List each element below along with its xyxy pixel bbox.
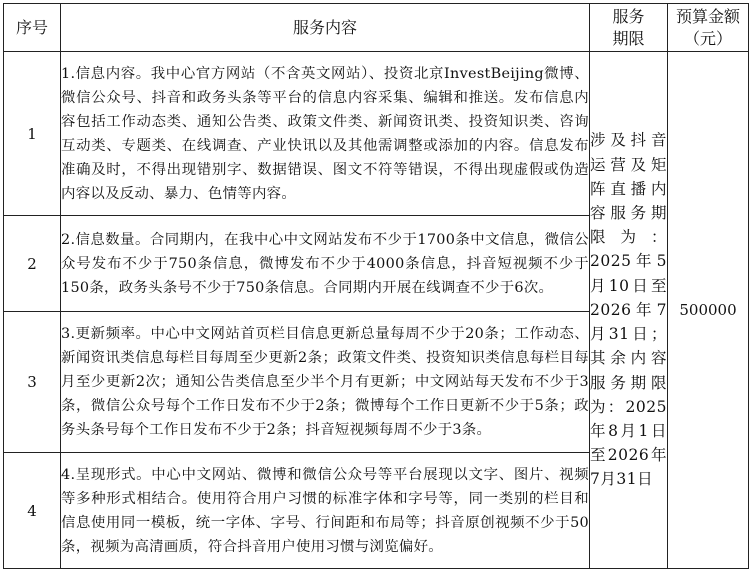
service-period: 涉及抖音运营及矩阵直播内容服务期限为：2025年5月10日至2026年7月31日；其余内容服务期限为：2025年8月1日至2026年7月31日: [590, 52, 668, 569]
header-row: [4, 4, 749, 52]
row-content: 1.信息内容。我中心官方网站（不含英文网站）、投资北京InvestBeijing微博、微信公众号、抖音和政务头条等平台的信息内容采集、编辑和推送。发布信息内容包括工作动态类、通知公告类、政策文件类、新闻资讯类、投资知识类、咨询互动类、专题类、在线调查、产业快讯以及其他需调整或添加的内容。信息发布准确及时，不得出现错别字、数据错误、图文不符等错误，不得出现虚假或伪造内容以及反动、暴力、色情等内容。: [61, 52, 590, 216]
service-spec-table: [3, 3, 749, 569]
row-index: 2: [4, 216, 61, 312]
header-content: 服务内容: [61, 4, 590, 52]
header-budget: 预算金额（元）: [668, 4, 749, 52]
row-index: 1: [4, 52, 61, 216]
budget-amount: 500000: [668, 52, 749, 569]
row-content: 4.呈现形式。中心中文网站、微博和微信公众号等平台展现以文字、图片、视频等多种形式相结合。使用符合用户习惯的标准字体和字号等，同一类别的栏目和信息使用同一模板，统一字体、字号、行间距和布局等；抖音原创视频不少于50条，视频为高清画质，符合抖音用户使用习惯与浏览偏好。: [61, 453, 590, 569]
header-index: 序号: [4, 4, 61, 52]
header-period: 服务期限: [590, 4, 668, 52]
row-index: 4: [4, 453, 61, 569]
table-row: [4, 52, 749, 216]
row-content: 2.信息数量。合同期内，在我中心中文网站发布不少于1700条中文信息，微信公众号发布不少于750条信息，微博发布不少于4000条信息，抖音短视频不少于150条，政务头条号不少于750条信息。合同期内开展在线调查不少于6次。: [61, 216, 590, 312]
row-index: 3: [4, 312, 61, 453]
row-content: 3.更新频率。中心中文网站首页栏目信息更新总量每周不少于20条；工作动态、新闻资讯类信息每栏目每周至少更新2条；政策文件类、投资知识类信息每栏目每月至少更新2次；通知公告类信息至少半个月有更新；中文网站每天发布不少于3条，微信公众号每个工作日发布不少于2条；微博每个工作日更新不少于5条；政务头条号每个工作日发布不少于2条；抖音短视频每周不少于3条。: [61, 312, 590, 453]
